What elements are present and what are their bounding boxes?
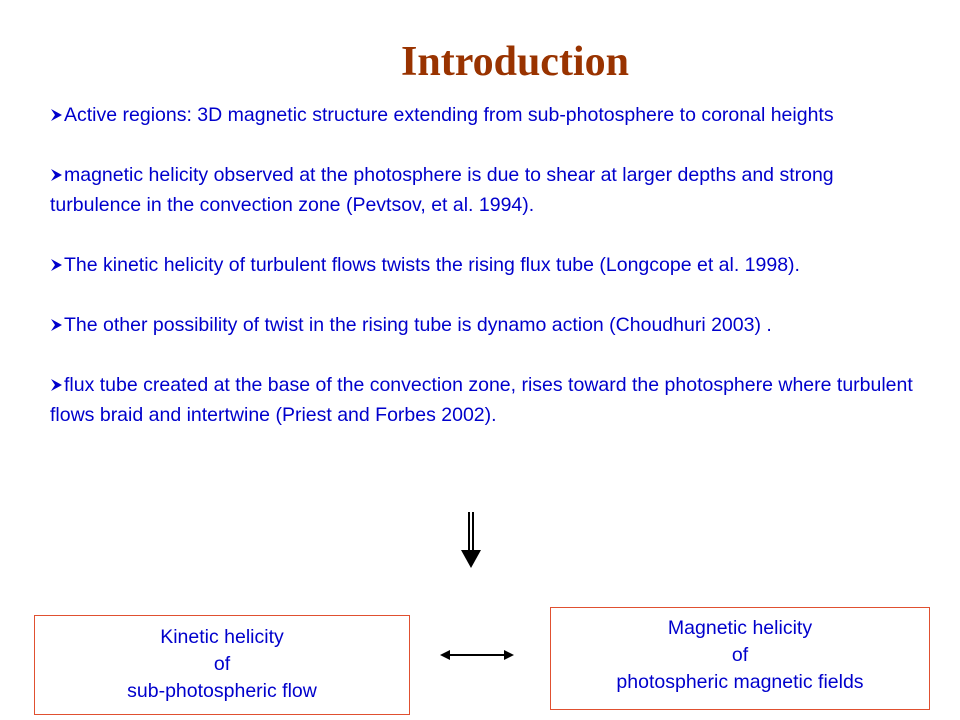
bullet-text: Active regions: 3D magnetic structure extending from sub-photosphere to coronal heights xyxy=(64,104,834,126)
box-line: Kinetic helicity xyxy=(160,626,284,648)
bullet-text: flux tube created at the base of the convection zone, rises toward the photosphere where turbulent flows braid and intertwine (Priest and Forbes 2002). xyxy=(50,374,913,426)
magnetic-helicity-box xyxy=(550,607,930,710)
bullet-item xyxy=(50,250,930,280)
arrowhead-bullet-icon xyxy=(50,108,63,122)
bullet-item xyxy=(50,310,930,340)
box-line: of xyxy=(213,653,231,675)
bullet-list xyxy=(50,100,930,460)
box-line: photospheric magnetic fields xyxy=(616,671,864,693)
bullet-text: The other possibility of twist in the rising tube is dynamo action (Choudhuri 2003) . xyxy=(64,314,772,336)
bullet-text: magnetic helicity observed at the photosphere is due to shear at larger depths and strong turbulence in the convection zone (Pevtsov, et al. 1994). xyxy=(50,164,834,216)
box-line: Magnetic helicity xyxy=(667,617,813,639)
down-arrow-icon xyxy=(458,512,484,570)
bullet-item xyxy=(50,160,930,220)
bullet-item xyxy=(50,100,930,130)
slide-title: Introduction xyxy=(401,39,629,85)
box-line: of xyxy=(731,644,749,666)
arrowhead-bullet-icon xyxy=(50,318,63,332)
box-line: sub-photospheric flow xyxy=(127,680,317,702)
arrowhead-bullet-icon xyxy=(50,258,63,272)
arrowhead-bullet-icon xyxy=(50,168,63,182)
double-arrow-icon xyxy=(440,647,514,663)
bullet-item xyxy=(50,370,930,430)
kinetic-helicity-box xyxy=(34,615,410,715)
bullet-text: The kinetic helicity of turbulent flows twists the rising flux tube (Longcope et al. 1998). xyxy=(64,254,800,276)
arrowhead-bullet-icon xyxy=(50,378,63,392)
